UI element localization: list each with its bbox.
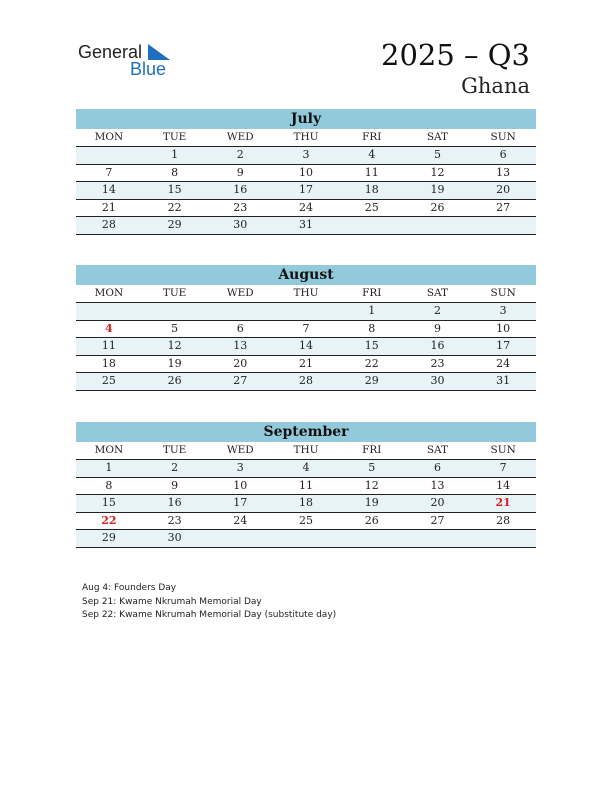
empty-day-cell bbox=[339, 217, 405, 234]
day-cell: 27 bbox=[233, 374, 248, 387]
day-cell: 3 bbox=[302, 148, 310, 161]
day-cell: 7 bbox=[302, 321, 310, 335]
day-cell: 12 bbox=[364, 478, 379, 492]
weekday-label: WED bbox=[226, 131, 254, 143]
day-cell: 18 bbox=[101, 356, 116, 370]
day-cell: 18 bbox=[364, 183, 379, 196]
empty-day-cell bbox=[470, 530, 536, 547]
day-cell: 5 bbox=[433, 148, 441, 161]
weekday-label: THU bbox=[293, 287, 319, 299]
week-row bbox=[76, 165, 536, 183]
empty-day-cell bbox=[76, 147, 142, 164]
day-cell: 28 bbox=[299, 374, 314, 387]
day-cell: 31 bbox=[299, 218, 314, 231]
day-cell: 6 bbox=[499, 148, 507, 161]
empty-day-cell bbox=[76, 303, 142, 320]
day-cell: 11 bbox=[364, 165, 379, 179]
day-cell: 24 bbox=[299, 200, 314, 214]
month-august bbox=[76, 265, 536, 391]
weekday-label: MON bbox=[94, 287, 124, 299]
day-cell: 24 bbox=[233, 513, 248, 527]
day-cell: 8 bbox=[171, 165, 179, 179]
day-cell: 26 bbox=[430, 200, 445, 214]
month-header: July bbox=[76, 109, 536, 129]
month-july bbox=[76, 109, 536, 235]
empty-day-cell bbox=[142, 303, 208, 320]
day-cell: 1 bbox=[368, 304, 376, 317]
weekday-row bbox=[76, 285, 536, 303]
holiday-note: Aug 4: Founders Day bbox=[82, 583, 177, 593]
empty-day-cell bbox=[207, 303, 273, 320]
day-cell: 8 bbox=[368, 321, 376, 335]
weekday-label: FRI bbox=[362, 444, 382, 456]
day-cell: 27 bbox=[496, 200, 511, 214]
weekday-label: SAT bbox=[426, 444, 449, 456]
week-row bbox=[76, 495, 536, 513]
logo-blue-text: Blue bbox=[130, 59, 167, 79]
day-cell: 11 bbox=[299, 478, 314, 492]
day-cell: 2 bbox=[433, 304, 441, 317]
day-cell: 28 bbox=[496, 513, 511, 527]
day-cell: 4 bbox=[302, 461, 310, 474]
day-cell: 21 bbox=[299, 356, 314, 370]
empty-day-cell bbox=[405, 217, 471, 234]
day-cell: 7 bbox=[499, 461, 507, 474]
day-cell: 3 bbox=[499, 304, 507, 317]
holiday-note: Sep 21: Kwame Nkrumah Memorial Day bbox=[82, 596, 262, 607]
day-cell: 12 bbox=[430, 165, 445, 179]
day-cell: 6 bbox=[433, 461, 441, 474]
empty-day-cell bbox=[273, 530, 339, 547]
week-row bbox=[76, 513, 536, 531]
day-cell: 10 bbox=[233, 478, 248, 492]
day-cell: 17 bbox=[233, 496, 248, 509]
day-cell: 27 bbox=[430, 513, 445, 527]
week-row bbox=[76, 217, 536, 235]
week-row bbox=[76, 460, 536, 478]
day-cell: 15 bbox=[364, 339, 379, 352]
day-cell: 4 bbox=[105, 321, 113, 335]
day-cell: 22 bbox=[167, 200, 182, 214]
day-cell: 23 bbox=[430, 356, 445, 370]
weekday-row bbox=[76, 442, 536, 460]
day-cell: 2 bbox=[171, 461, 179, 474]
weekday-label: MON bbox=[94, 131, 124, 143]
empty-day-cell bbox=[470, 217, 536, 234]
day-cell: 1 bbox=[171, 148, 179, 161]
week-row bbox=[76, 303, 536, 321]
day-cell: 31 bbox=[496, 374, 511, 387]
day-cell: 13 bbox=[430, 478, 445, 492]
day-cell: 30 bbox=[233, 218, 248, 231]
day-cell: 3 bbox=[236, 461, 244, 474]
day-cell: 22 bbox=[364, 356, 379, 370]
weekday-label: TUE bbox=[162, 131, 187, 143]
day-cell: 24 bbox=[496, 356, 511, 370]
day-cell: 25 bbox=[299, 513, 314, 527]
day-cell: 20 bbox=[233, 356, 248, 370]
week-row bbox=[76, 530, 536, 548]
weekday-label: THU bbox=[293, 131, 319, 143]
day-cell: 5 bbox=[368, 461, 376, 474]
day-cell: 5 bbox=[171, 321, 179, 335]
country-name: Ghana bbox=[461, 74, 530, 98]
week-row bbox=[76, 356, 536, 374]
day-cell: 16 bbox=[233, 183, 248, 196]
day-cell: 19 bbox=[167, 356, 182, 370]
day-cell: 30 bbox=[167, 531, 182, 544]
day-cell: 20 bbox=[496, 183, 511, 196]
day-cell: 28 bbox=[101, 218, 116, 231]
weekday-label: SAT bbox=[426, 131, 449, 143]
page-title: 2025 – Q3 bbox=[381, 38, 530, 72]
day-cell: 22 bbox=[101, 513, 117, 527]
week-row bbox=[76, 147, 536, 165]
weekday-row bbox=[76, 129, 536, 147]
day-cell: 16 bbox=[167, 496, 182, 509]
empty-day-cell bbox=[273, 303, 339, 320]
day-cell: 25 bbox=[364, 200, 379, 214]
weekday-label: FRI bbox=[362, 131, 382, 143]
day-cell: 14 bbox=[101, 183, 116, 196]
week-row bbox=[76, 321, 536, 339]
month-header: August bbox=[76, 265, 536, 285]
day-cell: 9 bbox=[236, 165, 244, 179]
day-cell: 26 bbox=[364, 513, 379, 527]
weekday-label: FRI bbox=[362, 287, 382, 299]
day-cell: 17 bbox=[299, 183, 314, 196]
day-cell: 2 bbox=[236, 148, 244, 161]
week-row bbox=[76, 338, 536, 356]
logo bbox=[78, 40, 178, 80]
weekday-label: SUN bbox=[490, 287, 516, 299]
logo-general-text: General bbox=[78, 42, 143, 62]
week-row bbox=[76, 182, 536, 200]
day-cell: 12 bbox=[167, 339, 182, 352]
week-row bbox=[76, 373, 536, 391]
day-cell: 26 bbox=[167, 374, 182, 387]
day-cell: 19 bbox=[430, 183, 445, 196]
weekday-label: TUE bbox=[162, 444, 187, 456]
day-cell: 15 bbox=[101, 496, 116, 509]
empty-day-cell bbox=[339, 530, 405, 547]
weekday-label: WED bbox=[226, 287, 254, 299]
day-cell: 13 bbox=[233, 339, 248, 352]
month-header: September bbox=[76, 422, 536, 442]
weekday-label: SUN bbox=[490, 131, 516, 143]
day-cell: 6 bbox=[236, 321, 244, 335]
day-cell: 14 bbox=[299, 339, 314, 352]
day-cell: 7 bbox=[105, 165, 113, 179]
day-cell: 25 bbox=[101, 374, 116, 387]
month-september bbox=[76, 422, 536, 548]
empty-day-cell bbox=[405, 530, 471, 547]
day-cell: 9 bbox=[171, 478, 179, 492]
day-cell: 15 bbox=[167, 183, 182, 196]
day-cell: 10 bbox=[299, 165, 314, 179]
day-cell: 13 bbox=[496, 165, 511, 179]
day-cell: 9 bbox=[433, 321, 441, 335]
day-cell: 19 bbox=[364, 496, 379, 509]
weekday-label: MON bbox=[94, 444, 124, 456]
day-cell: 29 bbox=[364, 374, 379, 387]
day-cell: 20 bbox=[430, 496, 445, 509]
logo-triangle-icon bbox=[148, 44, 172, 60]
holiday-note: Sep 22: Kwame Nkrumah Memorial Day (substitute day) bbox=[82, 610, 337, 620]
weekday-label: THU bbox=[293, 444, 319, 456]
day-cell: 11 bbox=[101, 339, 116, 352]
day-cell: 23 bbox=[233, 200, 248, 214]
day-cell: 18 bbox=[299, 496, 314, 509]
day-cell: 16 bbox=[430, 339, 445, 352]
weekday-label: SUN bbox=[490, 444, 516, 456]
week-row bbox=[76, 200, 536, 218]
weekday-label: TUE bbox=[162, 287, 187, 299]
holiday-notes bbox=[82, 582, 336, 623]
day-cell: 29 bbox=[167, 218, 182, 231]
day-cell: 14 bbox=[496, 478, 511, 492]
day-cell: 21 bbox=[495, 496, 511, 509]
day-cell: 4 bbox=[368, 148, 376, 161]
day-cell: 17 bbox=[496, 339, 511, 352]
day-cell: 10 bbox=[496, 321, 511, 335]
weekday-label: WED bbox=[226, 444, 254, 456]
weekday-label: SAT bbox=[426, 287, 449, 299]
day-cell: 30 bbox=[430, 374, 445, 387]
day-cell: 23 bbox=[167, 513, 182, 527]
week-row bbox=[76, 478, 536, 496]
empty-day-cell bbox=[207, 530, 273, 547]
day-cell: 8 bbox=[105, 478, 113, 492]
day-cell: 29 bbox=[101, 531, 116, 544]
day-cell: 21 bbox=[101, 200, 116, 214]
day-cell: 1 bbox=[105, 461, 113, 474]
